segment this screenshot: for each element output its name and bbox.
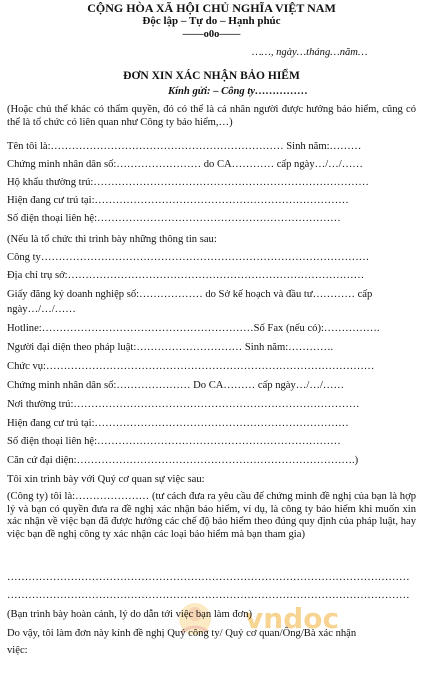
nation-heading: CỘNG HÒA XÃ HỘI CHỦ NGHĨA VIỆT NAM	[87, 1, 336, 15]
blank-line: ……………………………………………………………………………………………………	[7, 572, 410, 583]
form-title: ĐƠN XIN XÁC NHẬN BẢO HIỂM	[123, 70, 300, 82]
residence-field: Hiện đang cư trú tại:………………………………………………………………	[7, 195, 349, 206]
rep-residence-field: Nơi thường trú:………………………………………………………………………	[7, 399, 360, 410]
hotline-field: Hotline:……………………………………………………Số Fax (nếu có):…………….	[7, 323, 380, 334]
blank-line: ……………………………………………………………………………………………………	[7, 590, 410, 601]
rep-phone-field: Số điện thoại liên hệ:……………………………………………………………	[7, 436, 341, 447]
license-field: Giấy đăng ký doanh nghiệp số:……………… do Sở kế hoạch và đầu tư………… cấp	[7, 289, 373, 300]
company-field: Công ty…………………………………………………………………………………	[7, 252, 370, 263]
circumstance-note: (Bạn trình bày hoàn cảnh, lý do dẫn tới việc bạn làm đơn)	[7, 609, 253, 620]
rep-id-field: Chứng minh nhân dân số:………………… Do CA……… cấp ngày…/…/……	[7, 380, 345, 391]
position-field: Chức vụ:…………………………………………………………………………………	[7, 361, 375, 372]
watermark-text: vndoc	[245, 602, 340, 635]
phone-field: Số điện thoại liên hệ:……………………………………………………………	[7, 213, 341, 224]
date-line: ……, ngày…tháng…năm…	[252, 47, 368, 58]
motto: Độc lập – Tự do – Hạnh phúc	[142, 15, 281, 27]
divider: ——o0o——	[182, 29, 241, 40]
id-card-field: Chứng minh nhân dân số:…………………… do CA………… cấp ngày…/…/……	[7, 159, 363, 170]
request-intro: Tôi xin trình bày với Quý cơ quan sự việc sau:	[7, 474, 205, 485]
basis-field: Căn cứ đại diện:…………………………………………………………………….)	[7, 455, 359, 466]
representative-field: Người đại diện theo pháp luật:………………………… Sinh năm:………….	[7, 342, 334, 353]
closing-line: việc:	[7, 645, 28, 656]
address-field: Địa chỉ trụ sở:…………………………………………………………………………	[7, 270, 365, 281]
household-field: Hộ khẩu thường trú:……………………………………………………………………	[7, 177, 369, 188]
closing-line: Do vậy, tôi làm đơn này kính đề nghị Quý công ty/ Quý cơ quan/Ông/Bà xác nhận	[7, 628, 357, 639]
name-field: Tên tôi là:………………………………………………………… Sinh năm:………	[7, 141, 362, 152]
license-date-field: ngày…/…/……	[7, 304, 76, 315]
request-body: (Công ty) tôi là:………………… (tư cách đưa ra yêu cầu để chứng minh đề nghị của bạn là hợp lý và bạn có quyền đưa ra đề nghị xác nhận bảo hiểm, ví dụ, là công ty bảo hiểm khi muốn xin xác nhận về việc bạn đã được hưởng các chế độ bảo hiểm theo đúng quy định của pháp luật, hay việc bạn đề nghị công ty xác nhận các loại bảo hiểm mà bạn tham gia)	[7, 491, 416, 540]
intro-note: (Hoặc chủ thể khác có thẩm quyền, đó có thể là cá nhân người được hưởng bảo hiểm, cũng có thể là tổ chức có liên quan như Công ty bảo hiểm,…)	[7, 104, 416, 128]
recipient: Kính gửi: – Công ty……………	[168, 86, 308, 97]
rep-current-field: Hiện đang cư trú tại:………………………………………………………………	[7, 418, 349, 429]
org-note: (Nếu là tổ chức thì trình bày những thông tin sau:	[7, 234, 217, 245]
